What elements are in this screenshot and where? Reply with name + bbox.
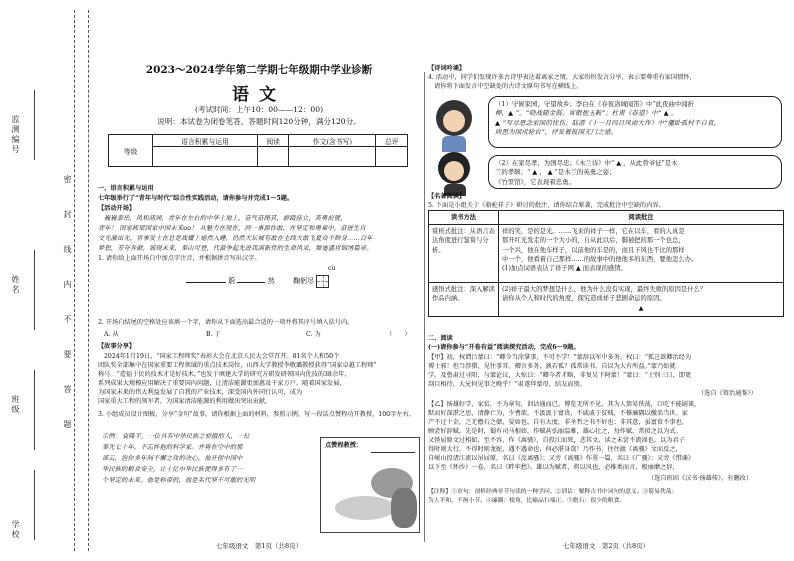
example-line: 奉先七十年，不忘怀抱的科学家。并将在空中的那: [102, 444, 243, 451]
opening-line: 文光激出光，世事发士在总是战耀上熄然入睡，仍然大坛城有敢在主线大敢飞夏众不顾身……百年: [98, 235, 373, 242]
option-c[interactable]: C. 为: [306, 331, 321, 338]
exam-title: 2023～2024学年第二学期七年级期中学业诊断: [145, 64, 373, 76]
boy-body: [442, 136, 466, 152]
annotation-line: (2)祥子最大的梦想是什么，他为什么没有实现，最终失败的原因是什么？: [502, 286, 707, 294]
name-line: [34, 370, 35, 450]
score-cell[interactable]: [289, 147, 376, 167]
passage-jia-line: 刮目相待，大兄何见事之晚乎！”肃遂拜蒙母，结友而别。: [428, 381, 586, 388]
option-b[interactable]: B. 于: [206, 331, 221, 338]
story-line: 团队奖全部集中在国家重要工程领域的重点技术岗位，山西大学教授李敬璐教授获得“国家卓越工程师”: [98, 362, 377, 369]
passage-yi-line: 又怪屈原文过相如，至不容，作《离骚》，自投江而死，悲其文，读之未尝不流涕也。以为君子: [428, 437, 685, 444]
fill-char: 鞠躬尽: [293, 277, 315, 285]
passage-source: （选自《资治通鉴》）: [698, 390, 757, 397]
opening-line: 青年！ 国家栋梁国家中国未来oo！ 从魅力在现在，同一事源你敢，在坚定和勇乘中，奋进生自: [98, 225, 366, 232]
method-cell: 赏析式批注：从语言表达角度进行鉴赏与分析。: [429, 225, 499, 283]
question-2: 2. 开场白结尾的空格处应该填一个字，请你从下面选出最合适的一项并将其序号填入括号内。: [98, 319, 354, 326]
section-heading: 二、阅读: [428, 335, 453, 342]
passage-yi-line: 默而好深湛之思，清静亡为，少耆欲，不汲汲于富贵，不戚戚于贫贱，不修廉隅以徼名当世。家: [428, 410, 688, 417]
boy-face: [443, 110, 465, 132]
question-1: 1. 请你给上面开场白中加点字注音，并根据拼音写出汉字。: [98, 255, 261, 262]
boy-avatar: [436, 100, 472, 136]
fill-char: 然: [267, 277, 275, 285]
ink-figure-illustration: [391, 488, 417, 528]
pinyin-blank[interactable]: [186, 272, 226, 283]
passage-yi-line: 【乙】扬雄好学，家贫，不为章句，训诂通而已。博览无所不见，其为人简易佚荡，口吃不能剧谈，: [428, 401, 701, 408]
annotation-cell: [499, 283, 784, 317]
fill-row: [186, 272, 426, 288]
example-line: 袁隆平，一位具有中华民族之骄傲的人，一位: [122, 433, 250, 440]
annotation-line: 那开红光发走的一个大小的，自从此以后，脚被把的那一个也总，: [502, 237, 685, 245]
seal-char: 要: [63, 350, 72, 358]
score-header: 作文(含书写): [289, 135, 376, 147]
name-line: [34, 470, 35, 540]
pinyin-blank[interactable]: [237, 272, 265, 283]
score-cell[interactable]: [153, 147, 258, 167]
example-line: 华民族的粮食安全，让十亿中华民族使得多有了一: [102, 466, 243, 473]
passage-jia-line: 【甲】初，权谓吕蒙曰：“卿今当涂掌事，不可不学！”蒙辞以军中多务。权曰：“孤岂欲卿治经为: [428, 354, 692, 361]
speech-bubble-2: [488, 155, 782, 189]
exam-note: 说明：本试卷为闭卷笔答，答题时间120分钟，满分120分。: [157, 117, 361, 126]
annotation-cell: [499, 225, 784, 283]
passage-jia-line: 博士邪！但当涉猎，见往事耳。卿言多务，孰若孤？孤常读书，自以为大有所益。”蒙乃始就: [428, 363, 676, 370]
passage-jia-line: 学。及鲁肃过寻阳，与蒙论议，大惊曰：“卿今者才略，非复吴下阿蒙！”蒙曰：“士别三日，即更: [428, 372, 692, 379]
story-line: 2024年1月19日，“国家工程师奖”表彰大会在北京人民大会堂召开。81名个人和50个: [104, 353, 340, 360]
annotation-line: 祥的笑，是的是光。……飞来的祥子一样，它在以车，看的人真是: [502, 228, 685, 236]
seal-char: 内: [63, 280, 72, 288]
name-line: [34, 250, 35, 330]
seal-char: 答: [63, 385, 72, 393]
score-table: [108, 134, 408, 167]
question-4: 请你将下面发言中空缺处的古诗文原句书写在横线上。: [434, 83, 583, 90]
seal-char: 线: [63, 245, 72, 253]
left-column: [96, 0, 422, 561]
passage-yi-line: 产不过十金，乏无儋石之储，晏如也。自有大度，非圣哲之书不好也；非其意，虽富贵不事也。: [428, 419, 688, 426]
seal-char: 不: [63, 315, 72, 323]
example-label: 示例：: [102, 433, 122, 440]
seal-char: 密: [63, 175, 72, 183]
score-header: 语言积累与运用: [153, 135, 258, 147]
bubble-line: 柳，▲ ”。“晓战随金鼓，宵眠抱玉鞍”；杜甫《春望》中“ ▲ ，: [495, 109, 678, 118]
annotation-question[interactable]: (1)加点词语表达了祥子网 ▲ 而表现的感情。: [502, 265, 627, 273]
question-4: 4. 活动中，同学们发现许多古诗里表达着离家之情，大家纷纷发言分享，表示要尊重有家国情怀，: [428, 74, 696, 81]
page-footer: 七年级语文 第2页（共8页）: [562, 542, 650, 550]
column-divider: [424, 72, 425, 542]
girl-avatar: [438, 152, 470, 184]
binding-label: 监测编号: [11, 115, 20, 155]
bubble-line: （2）在家尽孝，为国尽忠；《木兰诗》中“ ▲ ，从此替爷征”是木: [495, 159, 678, 167]
binding-label: 姓名: [11, 275, 20, 295]
answer-box[interactable]: [320, 437, 420, 533]
passage-yi-line: 自岷山投诸江流以吊屈原，名曰《反离骚》；又旁《离骚》作重一篇，名曰《广骚》；又旁《惜诵》: [428, 455, 695, 462]
bubble-line: ▲ ”写尽思念家国的忧伤；陆游《十一月四日风雨大作》中“僵卧孤村不自哀，: [495, 118, 721, 127]
passage-source: （选自班固《汉书·扬雄传》，有删改）: [648, 475, 753, 482]
question-3: 3. 小组成员设计图板，分享“金句”故事。请你根据上面的材料，参照示例，写一段话点赞程功开教授，100字左右。: [98, 411, 415, 418]
score-cell[interactable]: [257, 147, 289, 167]
fold-line: [74, 10, 75, 551]
story-heading: 【故事分享】: [98, 343, 136, 350]
exam-time: (考试时间：上午10：00——12：00): [194, 105, 324, 114]
opening-line: 巍巍泰岳，风和浦洲，青年在左右的中华土地上，奋气奋图其，薪踏挂立，英勇前就，: [104, 215, 347, 222]
example-line: 个坚定的未来。他是称帝的，他是名代坚不可摧的光明: [102, 477, 256, 484]
section-heading: 一、语言积累与运用: [98, 185, 154, 192]
name-line: [34, 90, 35, 160]
opening-line: 梦想，芳夸奔献，展现未来，奉山可登，代最争起先进我满新性的生命风采，舞逐盛世锦绣篇章。: [98, 245, 373, 252]
tianzige-box[interactable]: [316, 275, 329, 288]
speech-bubble-1: [488, 96, 782, 148]
bubble-line: 尚思为国戍轮台”，抒发着报国无门之感。: [495, 128, 618, 137]
annotation-note: 为人平和、不拘小节。④廉隅：棱角，比喻品行端正。⑤儋石：很少的粮食。: [428, 498, 626, 504]
table-header: 读书方法: [429, 211, 499, 225]
bubble-line: 《竹里馆》，它表现着忠勇。: [495, 177, 575, 186]
annotation-note: 【注释】①章句：剖析经典章节句读的一种学问。②训诂：解释古书中词句的意义。③简易佚荡：: [428, 489, 678, 495]
activity-heading: 【活动开场】: [98, 205, 136, 212]
binding-label: 班级: [11, 395, 20, 415]
seal-char: 封: [63, 210, 72, 218]
story-line: 为国家未来的伟大利益发展了自我的产业技术，深受国内外同行认可，成为: [98, 389, 303, 396]
girl-face: [444, 161, 464, 181]
fold-line: [88, 10, 89, 551]
score-header: 阅读: [257, 135, 289, 147]
answer-parens[interactable]: （ ）: [386, 331, 411, 338]
right-column: [428, 0, 784, 561]
method-cell: 感悟式批注：深入解读作品内涵。: [429, 283, 499, 317]
seal-char: 题: [63, 420, 72, 428]
passage-yi-line: 得时则大行，不得时则龙蛇，遇不遇命也，何必湛身哉！乃作书，往往摭《离骚》文而反之，: [428, 446, 682, 453]
example-line: 部云，泡你多年间不懈之攻的决心。他开创中国中: [102, 455, 243, 462]
annotation-line: 请你从个人和时代的角度，探究造成祥子悲剧命运的原因。: [502, 295, 666, 303]
poetry-heading: 【诗词吟诵】: [428, 65, 466, 72]
bubble-line: 兰的孝顺；“ ▲ ， ▲ ”是木兰的英勇之姿；: [495, 168, 616, 177]
story-line: 国家重大工程的领军者，为国家清洁能源的利用做出突出贡献。: [98, 398, 272, 405]
answer-line: [371, 452, 415, 453]
ink-wash-illustration: [335, 496, 395, 520]
passage-yi-line: 顾尝好辞赋。先是时，蜀有司马相如，作赋甚弘丽温雅，雄心壮之，每作赋，常拟之以为式。: [428, 428, 682, 435]
reading-heading: 【名著阅读】: [428, 193, 466, 200]
binding-label: 学校: [11, 520, 20, 540]
table-header: 阅读批注: [499, 211, 784, 225]
pinyin-hint: cù: [328, 265, 336, 272]
fill-char: 蔚: [228, 277, 236, 285]
annotation-line: 中一个，他看着自己那样……的故事中的他他多的东西，要他怎么办。: [502, 255, 698, 263]
story-line: 系列成果大规模应用解决了重要国内问题，让清洁能源更加惠及千家万户。随着国家发展，: [98, 380, 346, 387]
question-5: 5. 下面是小组关于《骆驼祥子》研讨的批注，请你结合原著，完成批注中空缺的内容。: [428, 202, 665, 209]
answer-box-label: 点赞程教授：: [325, 442, 363, 449]
option-a[interactable]: A. 从: [104, 331, 119, 338]
part-heading: (一)请你参与“开卷有益”阅读探究活动，完成6～9题。: [428, 344, 580, 351]
score-row-label: 等级: [109, 135, 153, 167]
section-intro: 七年级举行了“青年与时代”综合性实践活动，请你参与并完成1～5题。: [98, 195, 294, 202]
annotation-line: 一个兴，他在他车样子，以前他的车是的，而且下风也不比的那样: [502, 246, 685, 254]
story-line: 称号。“造福于民的技术才是好技术。”也发于填建大学的研究方研发研领国内优技的38余年，: [98, 371, 351, 378]
binding-margin: [0, 0, 92, 561]
annotation-table: [428, 210, 784, 317]
passage-yi-line: 以下至《怀沙》一卷，名曰《畔牢愁》。雄以为赋者，将以风也，必推类而言，极丽靡之辞，: [428, 464, 679, 471]
score-cell[interactable]: [376, 147, 408, 167]
answer-blank[interactable]: ▲: [638, 304, 644, 312]
page-footer: 七年级语文 第1页（共8页）: [215, 542, 303, 550]
bubble-line: （1）守候家园，守望故乡；李白在《春夜洛城闻笛》中“此夜曲中闻折: [495, 100, 695, 108]
subject-title: 语文: [232, 85, 286, 105]
score-header: 总评: [376, 135, 408, 147]
